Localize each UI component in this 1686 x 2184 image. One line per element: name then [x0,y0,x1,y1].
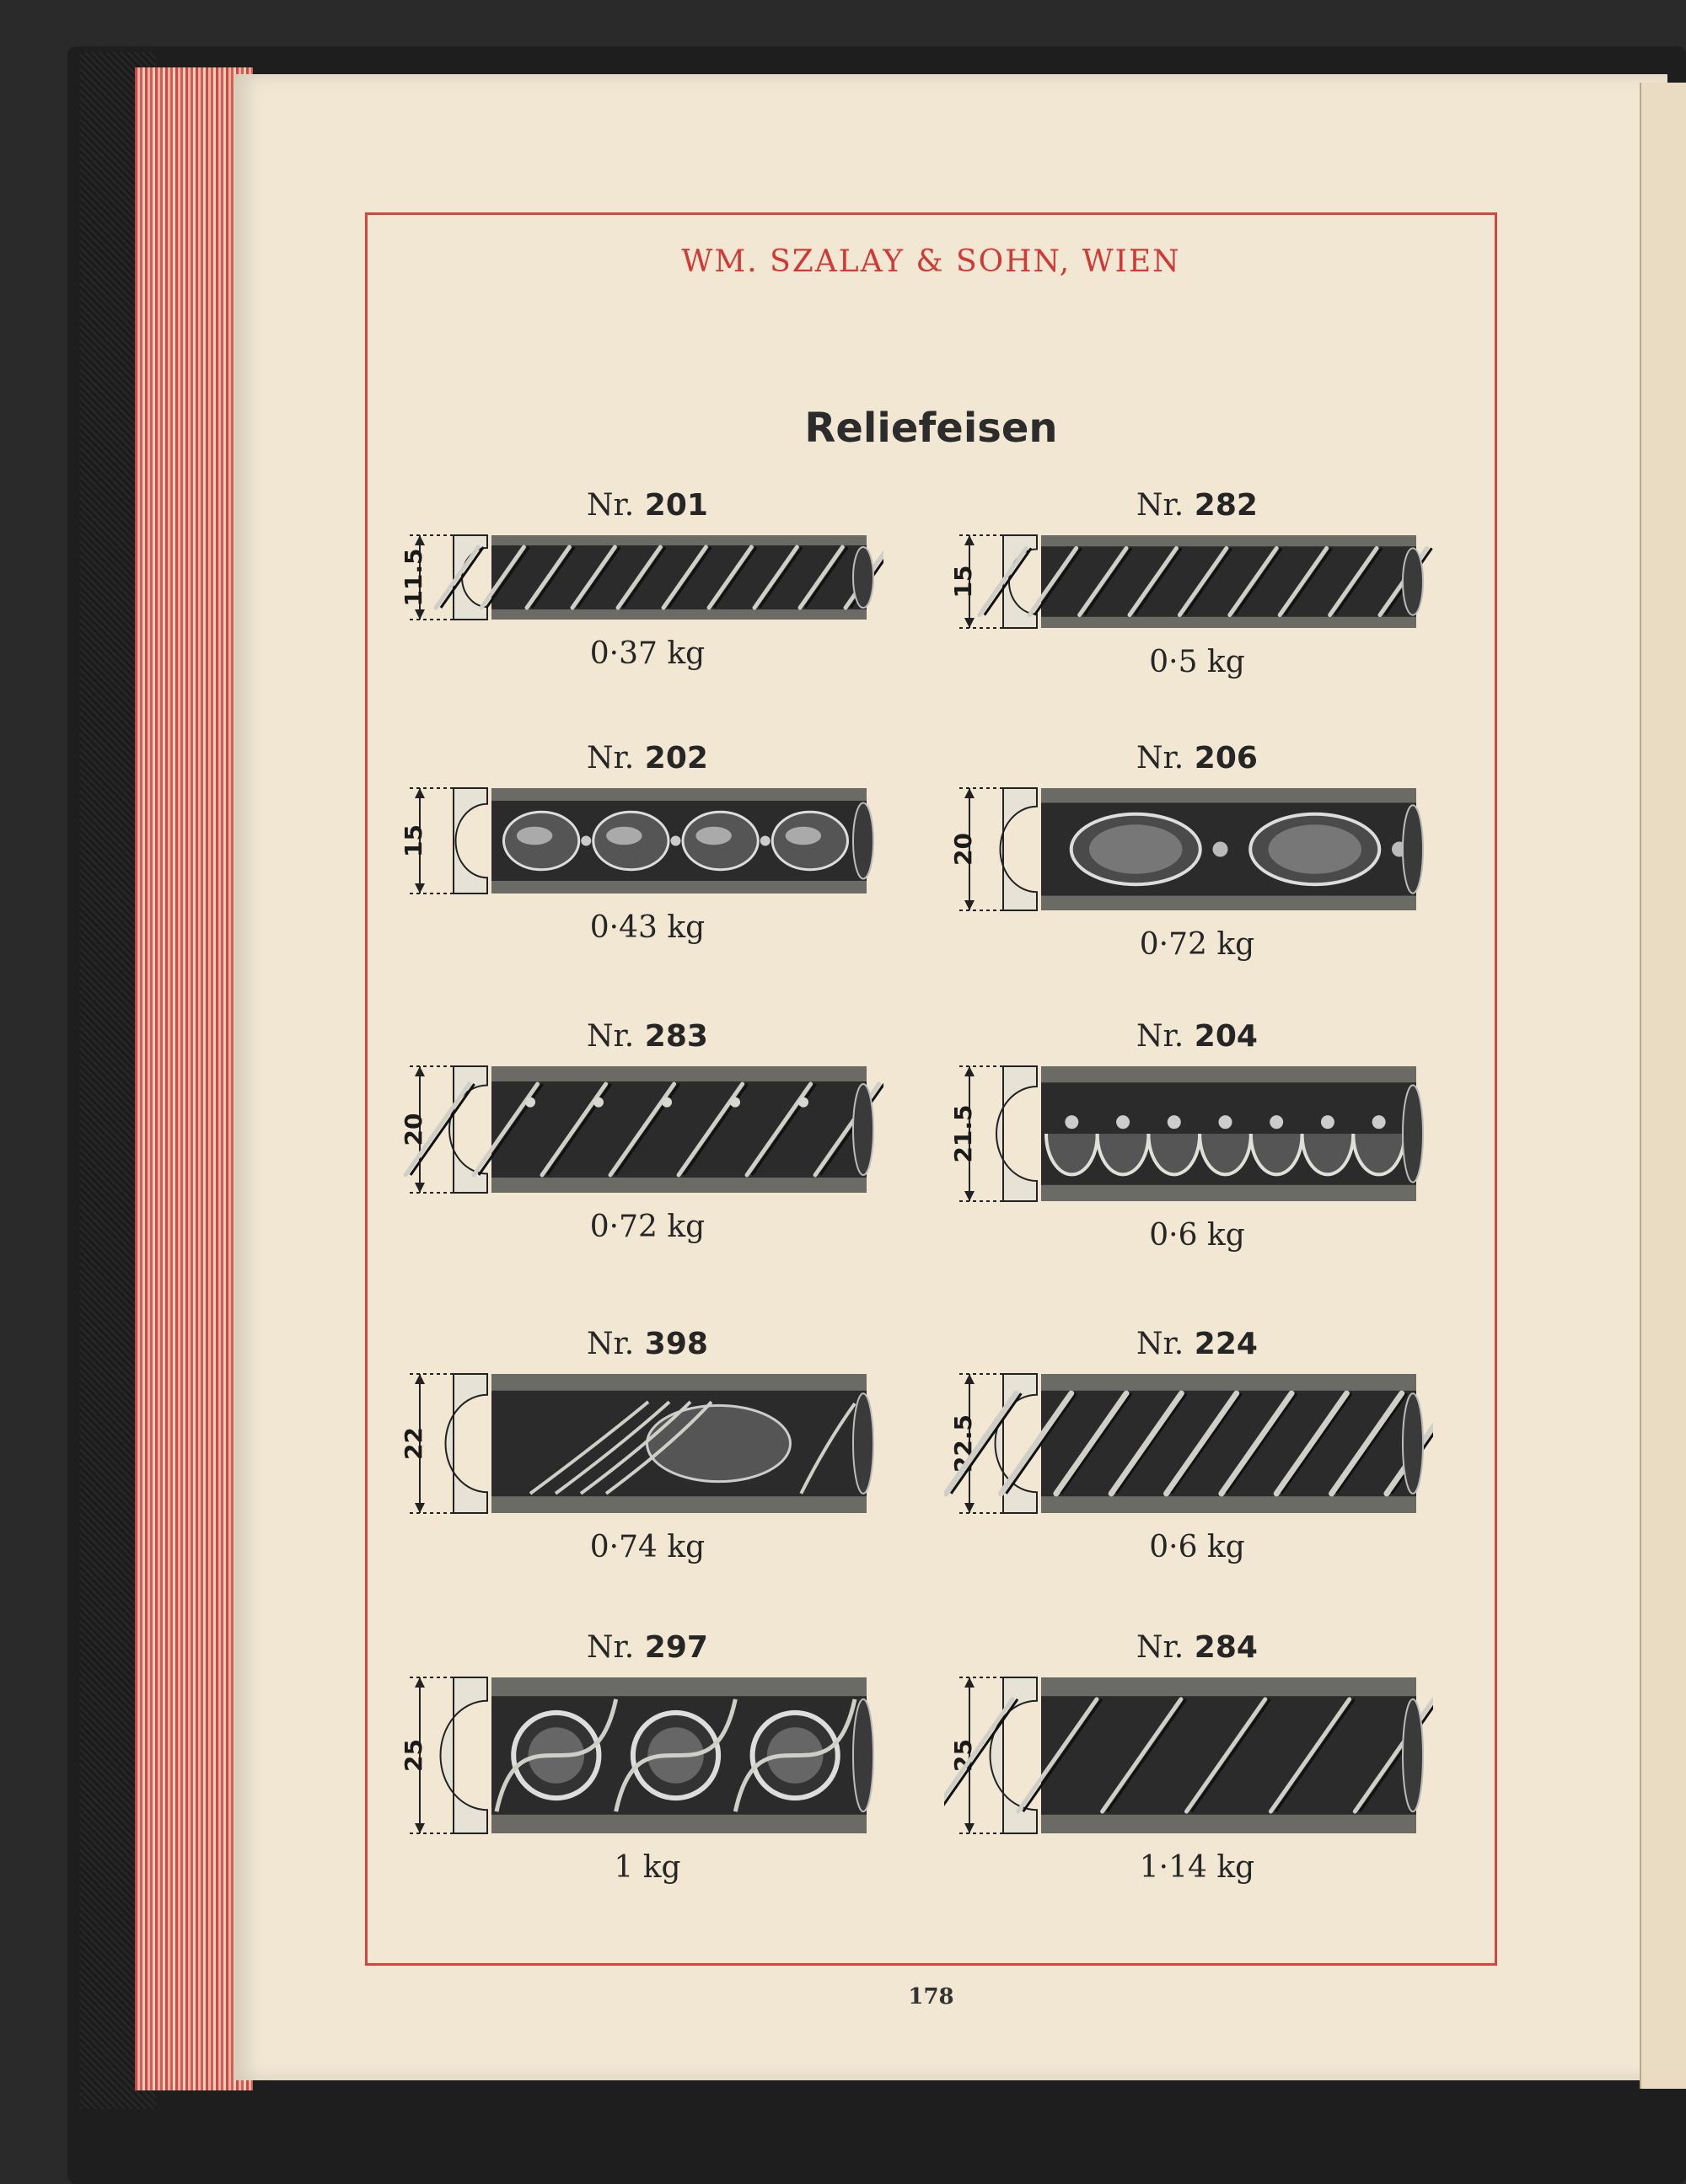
bar-end [853,1393,873,1494]
item-weight: 0·6 kg [1149,1530,1245,1564]
bar-end [853,1699,873,1811]
profile-item-224 [944,1323,1450,1569]
dimension-label: 20 [400,1113,427,1146]
item-number [944,485,1450,527]
dimension-label: 15 [949,565,977,598]
bar-bottom-flange [1041,1496,1416,1513]
bar-top-flange [491,535,867,545]
nr-value: 206 [1184,741,1258,775]
dimension-label: 15 [400,824,427,857]
item-weight: 0·72 kg [1139,927,1255,962]
bar-end [853,803,873,879]
bar-end [1403,1699,1423,1811]
cross-section [1001,788,1038,910]
profile-drawing [944,780,1433,919]
item-weight: 0·72 kg [589,1210,706,1244]
bar-end [853,1084,873,1175]
profile-drawing [395,780,883,902]
item-number [395,1323,900,1366]
bar-end [1403,548,1423,614]
nr-value: 202 [634,741,708,775]
nr-prefix: Nr. [1136,488,1184,523]
bar-top-flange [491,788,867,801]
page-number: 178 [908,1984,954,2010]
profile-drawing [944,1058,1433,1210]
profile-drawing [944,1366,1433,1521]
item-number [395,738,900,780]
profile-item-297 [395,1627,900,1889]
item-weight: 1 kg [614,1850,681,1885]
profile-drawing [944,1669,1433,1842]
profile-item-283 [395,1016,900,1248]
page-title: Reliefeisen [804,405,1058,452]
item-weight: 0·37 kg [589,636,706,671]
profile-drawing [944,527,1433,636]
cross-section [454,788,487,893]
nr-value: 283 [634,1019,708,1054]
bar-top-flange [491,1677,867,1696]
item-number [944,1627,1450,1669]
bar-bottom-flange [1041,1185,1416,1201]
bar-bottom-flange [491,1496,867,1513]
profile-item-202 [395,738,900,949]
next-page-edge [1640,83,1686,2089]
bar-end [853,547,873,608]
cross-section [996,1066,1037,1201]
item-number [944,1323,1450,1366]
item-number [944,1016,1450,1058]
profile-item-284 [944,1627,1450,1889]
profile-item-204 [944,1016,1450,1257]
bar-bottom-flange [1041,617,1416,628]
item-number [395,485,900,527]
nr-value: 297 [634,1630,708,1665]
dimension-label: 25 [949,1739,977,1772]
bar-end [1403,1085,1423,1182]
item-number [395,1016,900,1058]
nr-prefix: Nr. [1136,1630,1184,1665]
bar-bottom-flange [1041,1815,1416,1833]
nr-value: 224 [1184,1327,1258,1361]
profile-item-282 [944,485,1450,684]
nr-value: 284 [1184,1630,1258,1665]
nr-prefix: Nr. [587,1327,635,1361]
item-weight: 0·6 kg [1149,1218,1245,1253]
relief-pattern [497,1699,855,1811]
item-number [395,1627,900,1669]
item-number [944,738,1450,780]
bar-bottom-flange [491,609,867,620]
profile-item-201 [395,485,900,675]
cross-section [446,1374,488,1513]
nr-value: 398 [634,1327,708,1361]
nr-value: 282 [1184,488,1258,523]
nr-prefix: Nr. [1136,1019,1184,1054]
bar-end [1403,1393,1423,1494]
bar-top-flange [1041,1677,1416,1696]
profile-drawing [395,1058,883,1201]
profile-drawing [395,1366,883,1521]
bar-top-flange [491,1066,867,1081]
bar-top-flange [1041,1066,1416,1082]
nr-prefix: Nr. [587,488,635,523]
bar-top-flange [491,1374,867,1391]
item-weight: 0·5 kg [1149,645,1245,679]
dimension-label: 20 [949,833,977,866]
bar-bottom-flange [491,881,867,893]
nr-prefix: Nr. [1136,1327,1184,1361]
nr-prefix: Nr. [587,1019,635,1054]
nr-value: 204 [1184,1019,1258,1054]
publisher-header: WM. SZALAY & SOHN, WIEN [681,244,1181,279]
nr-value: 201 [634,488,708,523]
nr-prefix: Nr. [587,741,635,775]
profile-item-206 [944,738,1450,966]
dimension-label: 11.5 [400,548,427,607]
dimension-label: 22.5 [949,1414,977,1473]
bar-bottom-flange [491,1178,867,1193]
item-weight: 0·74 kg [589,1530,706,1564]
bar-bottom-flange [1041,896,1416,910]
nr-prefix: Nr. [587,1630,635,1665]
profile-item-398 [395,1323,900,1569]
nr-prefix: Nr. [1136,741,1184,775]
dimension-label: 22 [400,1427,427,1460]
bar-top-flange [1041,535,1416,546]
item-weight: 0·43 kg [589,910,706,945]
cross-section [441,1677,488,1833]
dimension-label: 21.5 [949,1104,977,1163]
bar-end [1403,805,1423,893]
profile-drawing [395,527,883,628]
bar-bottom-flange [491,1815,867,1833]
profile-drawing [395,1669,883,1842]
bar-top-flange [1041,1374,1416,1391]
dimension-label: 25 [400,1739,427,1772]
bar-top-flange [1041,788,1416,802]
item-weight: 1·14 kg [1139,1850,1255,1885]
